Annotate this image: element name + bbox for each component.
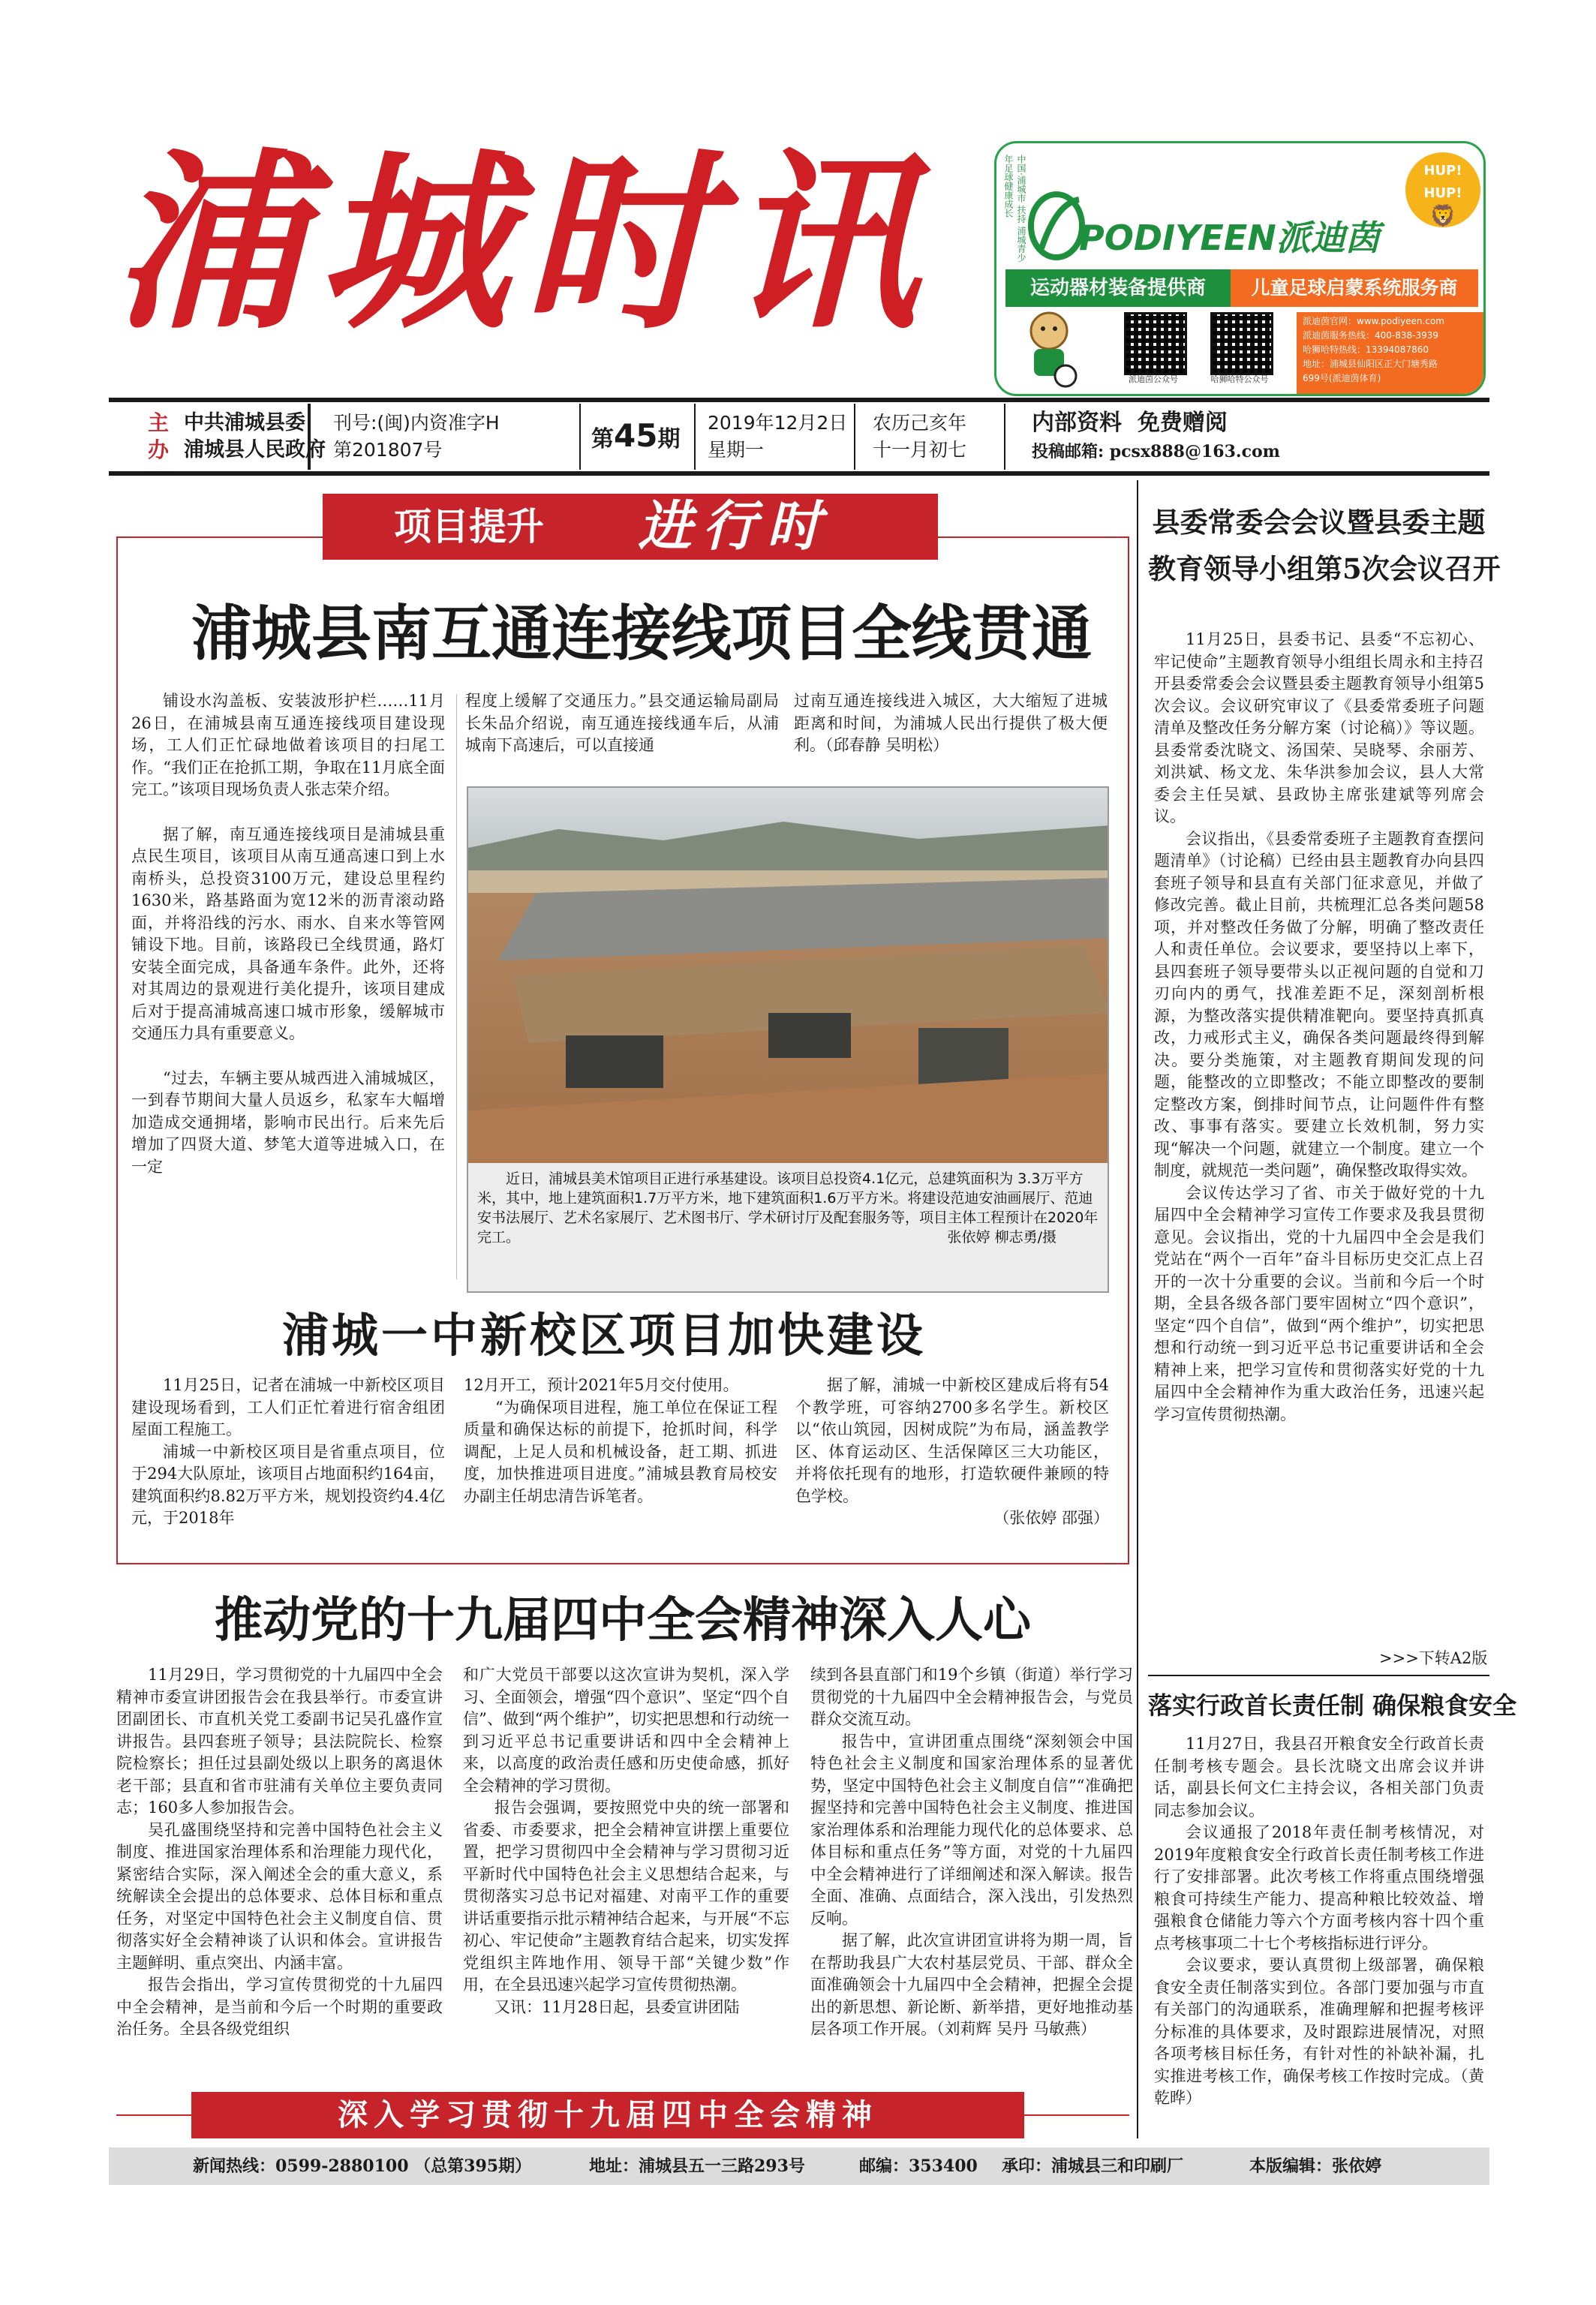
sponsor-names	[184, 410, 326, 464]
article3-headline: 推动党的十九届四中全会精神深入人心	[215, 1592, 1031, 1648]
permit-1: 刊号:(闽)内资准字H	[333, 412, 500, 434]
article2-para: 浦城一中新校区项目是省重点项目，位于294大队原址，该项目占地面积约164亩，建筑面积约8.82万平方米，规划投资约4.4亿元，于2018年	[131, 1442, 445, 1527]
sidebar2-body	[1154, 1733, 1484, 2131]
footer-banner: 深入学习贯彻十九届四中全会精神	[191, 2092, 1024, 2138]
ad-brand: PODIYEEN	[1079, 218, 1276, 258]
sidebar1-headline-1: 县委常委会会议暨县委主题	[1152, 506, 1486, 539]
hup-hup-badge	[1405, 152, 1480, 238]
free-label: 免费赠阅	[1137, 410, 1228, 436]
podiyeen-logo-icon	[1026, 188, 1087, 263]
article1-col3	[794, 690, 1108, 780]
sponsor-label-1: 主	[148, 410, 170, 435]
banner-left: 项目提升	[394, 505, 544, 548]
sidebar2-para: 会议通报了2018年责任制考核情况，对2019年度粮食安全行政首长责任制考核工作进行了安排部署。此次考核工作将重点围绕增强粮食可持续生产能力、提高种粮比较效益、增强粮食仓储能力等六个方面考核内容十四个重点考核事项二十七个考核指标进行评分。	[1154, 1823, 1484, 1952]
date-cell	[694, 404, 855, 470]
ad-equipment-tag: 运动器材装备提供商	[1005, 269, 1231, 307]
article2-para: 11月25日，记者在浦城一中新校区项目建设现场看到，工人们正忙着进行宿舍组团屋面工程施工。	[131, 1376, 445, 1438]
issue-number	[591, 417, 680, 458]
sidebar2-para: 11月27日，我县召开粮食安全行政首长责任制考核专题会。县长沈晓文出席会议并讲话，副县长何文仁主持会议，各相关部门负责同志参加会议。	[1154, 1735, 1484, 1820]
qr-code-hup	[1210, 312, 1273, 375]
sidebar-rule	[1148, 1675, 1489, 1676]
footer-editor: 本版编辑：张依婷	[1249, 2156, 1382, 2176]
ad-info-line: 哈狮哈特热线：13394087860	[1303, 344, 1429, 355]
hup-subtext: 哈特哈特	[1424, 227, 1461, 238]
article3-para: 报告会指出，学习宣传贯彻党的十九届四中全会精神，是当前和今后一个时期的重要政治任务。全县各级党组织	[116, 1976, 443, 2038]
construction-photo	[467, 786, 1109, 1293]
article3-para: 据了解，此次宣讲团宣讲将为期一周，旨在帮助我县广大农村基层党员、干部、群众全面准确领会十九届四中全会精神，把握全会提出的新思想、新论断、新举措，更好地推动基层各项工作开展。（刘莉辉 吴丹 马敏燕）	[810, 1931, 1133, 2038]
ad-vertical-text: 中国·浦城市 扶持 浦城青少年足球健康成长	[1003, 155, 1026, 263]
lunar-text	[873, 410, 966, 464]
sidebar1-para: 会议指出，《县委常委班子主题教育查摆问题清单》（讨论稿）已经由县主题教育办向县四套班子领导和县直有关部门征求意见，并做了修改完善。截止目前，共梳理汇总各类问题58项，并对整改任务做了分解，明确了整改责任人和责任单位。会议要求，要坚持以上率下，县四套班子领导要带头以正视问题的自觉和刀刃向内的勇气，找准差距不足，深刻剖析根源，为整改落实提供精准靶向。要坚持真抓真改，力戒形式主义，确保各类问题最终得到解决。要分类施策，对主题教育期间发现的问题，能整改的立即整改；不能立即整改的要制定整改方案，倒排时间节点，让问题件件有整改、事事有落实。要建立长效机制，努力实现“解决一个问题，就建立一个制度。建立一个制度，就规范一类问题”，确保整改取得实效。	[1154, 829, 1484, 1180]
footer-postcode: 邮编：353400	[859, 2156, 978, 2176]
masthead-rule-bottom	[109, 471, 1489, 476]
masthead-rule-top	[109, 398, 1489, 402]
article3-col2	[463, 1664, 789, 2084]
sidebar-divider	[1137, 480, 1138, 2138]
ad-info-line: 派迪茵服务热线：400-838-3939	[1303, 330, 1439, 341]
article1-para: 程度上缓解了交通压力。”县交通运输局副局长朱品介绍说，南互通连接线通车后，从浦城南下高速后，可以直接通	[465, 692, 779, 754]
issue-num: 45	[614, 417, 658, 454]
issue-date: 2019年12月2日	[708, 412, 848, 434]
qr-caption-1: 派迪茵公众号	[1129, 374, 1178, 384]
article3-para: 又讯：11月28日起，县委宣讲团陆	[494, 1997, 740, 2016]
sidebar2-para: 会议要求，要认真贯彻上级部署，确保粮食安全责任制落实到位。各部门要加强与市直有关部门的沟通联系，准确理解和把握考核评分标准的具体要求，及时跟踪进展情况，对照各项考核目标任务，有针对性的补缺补漏，扎实推进考核工作，确保考核工作按时完成。（黄乾晔）	[1154, 1956, 1484, 2107]
article1-para: 过南互通连接线进入城区，大大缩短了进城距离和时间，为浦城人民出行提供了极大便利。（邱春静 吴明松）	[794, 692, 1108, 754]
article3-para: 吴孔盛围绕坚持和完善中国特色社会主义制度、推进国家治理体系和治理能力现代化，紧密结合实际，深入阐述全会的重大意义，系统解读全会提出的总体要求、总体目标和重点任务，对坚定中国特色社会主义制度自信、贯彻落实好全会精神谈了认识和体会。宣讲报告主题鲜明、重点突出、内涵丰富。	[116, 1820, 443, 1972]
article3-para: 报告会强调，要按照党中央的统一部署和省委、市委要求，把全会精神宣讲摆上重要位置，把学习贯彻四中全会精神与学习贯彻习近平新时代中国特色社会主义思想结合起来，与贯彻落实习总书记对福建、对南平工作的重要讲话重要指示批示精神结合起来，与开展“不忘初心、牢记使命”主题教育结合起来，切实发挥党组织主阵地作用、领导干部“关键少数”作用，在全县迅速兴起学习宣传贯彻热潮。	[463, 1799, 789, 1994]
ad-info-line: 派迪茵官网：www.podiyeen.com	[1303, 316, 1444, 326]
caption-text: 近日，浦城县美术馆项目正进行承基建设。该项目总投资4.1亿元，总建筑面积为 3.3万平方米，其中，地上建筑面积1.7万平方米，地下建筑面积1.6万平方米。将建设范迪安油画展厅、范迪安书法展厅、艺术名家展厅、艺术图书厅、学术研讨厅及配套服务等，项目主体工程预计在2020年完工。	[477, 1171, 1099, 1246]
ad-info-line: 地址：浦城县仙阳区正大门塘秀路	[1303, 359, 1438, 369]
ad-kids-tag: 儿童足球启蒙系统服务商	[1231, 269, 1478, 307]
lunar-1: 农历己亥年	[873, 412, 967, 434]
article2-para: 据了解，浦城一中新校区建成后将有54个教学班，可容纳2700多名学生。新校区以“依山筑园，因树成院”为布局，涵盖教学区、体育运动区、生活保障区三大功能区，并将依托现有的地形，打造软硬件兼顾的特色学校。	[795, 1376, 1109, 1505]
article2-para: 12月开工，预计2021年5月交付使用。	[464, 1376, 739, 1394]
sponsor-cell	[109, 404, 326, 470]
internal-label: 内部资料	[1032, 410, 1122, 436]
sponsor-ad	[994, 141, 1486, 396]
continued-link[interactable]: >>>下转A2版	[1379, 1649, 1488, 1667]
hup-text: HUP! HUP!	[1423, 163, 1462, 201]
ad-info-line: 699号(派迪茵体育)	[1303, 373, 1381, 383]
qr-code-podiyeen	[1124, 312, 1187, 375]
issue-suffix: 期	[657, 426, 681, 452]
article2-headline: 浦城一中新校区项目加快建设	[281, 1308, 926, 1363]
article3-col1	[116, 1664, 443, 2084]
column-rule	[456, 694, 457, 1279]
banner-right: 进行时	[638, 494, 832, 557]
sponsor-2: 浦城县人民政府	[184, 438, 326, 461]
lunar-2: 十一月初七	[873, 439, 967, 461]
article2-para: “为确保项目进程，施工单位在保证工程质量和确保达标的前提下，抢抓时间，科学调配，上足人员和机械设备，赶工期、抓进度，加快推进项目进度。”浦城县教育局校安办副主任胡忠清告诉笔者。	[464, 1398, 777, 1505]
article2-col3	[795, 1375, 1109, 1555]
article3-para: 11月29日，学习贯彻党的十九届四中全会精神市委宣讲团报告会在我县举行。市委宣讲团副团长、市直机关党工委副书记吴孔盛作宣讲报告。县四套班子领导；县法院院长、检察院检察长；担任过县副处级以上职务的离退休老干部；县直和省市驻浦有关单位主要负责同志；160多人参加报告会。	[116, 1666, 443, 1817]
sidebar1-headline	[1148, 499, 1501, 592]
date-text	[708, 410, 847, 464]
masthead-title: 浦城时讯	[113, 131, 932, 356]
section-banner	[323, 494, 938, 560]
caption-credit: 张依婷 柳志勇/摄	[947, 1229, 1056, 1246]
construction-site-image	[468, 788, 1109, 1163]
sponsor-label	[148, 410, 169, 464]
sponsor-1: 中共浦城县委	[184, 411, 305, 434]
permit-2: 第201807号	[333, 439, 443, 461]
qr-caption-2: 哈狮哈特公众号	[1210, 374, 1269, 384]
issue-prefix: 第	[591, 426, 614, 452]
issue-info-bar	[109, 404, 1489, 470]
ad-info	[1303, 314, 1483, 386]
issue-number-cell	[578, 404, 696, 470]
footer-bar	[109, 2147, 1489, 2185]
sidebar1-headline-2: 教育领导小组第5次会议召开	[1148, 552, 1501, 585]
sidebar1-para: 11月25日，县委书记、县委“不忘初心、牢记使命”主题教育领导小组组长周永和主持召开县委常委会会议暨县委主题教育领导小组第5次会议。会议研究审议了《县委常委班子问题清单及整改任务分解方案（讨论稿）》等议题。县委常委沈晓文、汤国荣、吴晓琴、余丽芳、刘洪斌、杨文龙、朱华洪参加会议，县人大常委会主任吴斌、县政协主席张建斌等列席会议。	[1154, 630, 1484, 825]
footer-printer: 承印：浦城县三和印刷厂	[1002, 2156, 1184, 2176]
sponsor-label-2: 办	[148, 437, 170, 462]
sidebar1-para: 会议传达学习了省、市关于做好党的十九届四中全会精神学习宣传工作要求及我县贯彻意见。会议指出，党的十九届四中全会是我们党站在“两个一百年”奋斗目标历史交汇点上召开的一次十分重要的会议。当前和今后一个时期，全县各级各部门要牢固树立“四个意识”，坚定“四个自信”，做到“两个维护”，切实把思想和行动统一到习近平总书记重要讲话和全会精神上来，把学习宣传和贯彻落实好党的十九届四中全会精神作为重大政治任务，迅速兴起学习宣传贯彻热潮。	[1154, 1183, 1484, 1423]
submission-email: 投稿邮箱: pcsx888@163.com	[1032, 442, 1280, 461]
permit-cell	[309, 404, 581, 470]
sidebar1-body	[1154, 629, 1484, 1668]
article2-byline: （张依婷 邵强）	[993, 1509, 1109, 1527]
sidebar2-headline: 落实行政首长责任制 确保粮食安全	[1148, 1691, 1517, 1720]
article1-para: “过去，车辆主要从城西进入浦城城区，一到春节期间大量人员返乡，私家车大幅增加造成交通拥堵，影响市民出行。后来先后增加了四贤大道、梦笔大道等进城入口，在一定	[131, 1068, 445, 1176]
ad-brand-cn: 派迪茵	[1276, 218, 1380, 258]
article2-col2	[464, 1375, 777, 1555]
article1-para: 据了解，南互通连接线项目是浦城县重点民生项目，该项目从南互通高速口到上水南桥头，总投资3100万元，建设总里程约1630米，路基路面为宽12米的沥青滚动路面，并将沿线的污水、雨水、自来水等管网铺设下地。目前，该路段已全线贯通，路灯安装全面完成，具备通车条件。此外，还将对其周边的景观进行美化提升，该项目建成后对于提高浦城高速口城市形象，缓解城市交通压力具有重要意义。	[131, 825, 445, 1042]
article3-para: 和广大党员干部要以这次宣讲为契机，深入学习、全面领会，增强“四个意识”、坚定“四个自信”、做到“两个维护”，切实把思想和行动统一到习近平总书记重要讲话和四中全会精神上来，以高度的政治责任感和历史使命感，抓好全会精神的学习贯彻。	[463, 1666, 789, 1795]
article1-para: 铺设水沟盖板、安装波形护栏……11月26日，在浦城县南互通连接线项目建设现场，工人们正忙碌地做着该项目的扫尾工作。“我们正在抢抓工期，争取在11月底全面完工。”该项目现场负责人张志荣介绍。	[131, 692, 445, 798]
photo-caption	[477, 1169, 1102, 1247]
article3-para: 续到各县直部门和19个乡镇（街道）举行学习贯彻党的十九届四中全会精神报告会，与党员群众交流互动。	[810, 1666, 1133, 1728]
article1-headline: 浦城县南互通连接线项目全线贯通	[191, 599, 1092, 669]
mascot-soccer-icon	[1019, 308, 1079, 391]
article3-para: 报告中，宣讲团重点围绕“深刻领会中国特色社会主义制度和国家治理体系的显著优势，坚定中国特色社会主义制度自信”“准确把握坚持和完善中国特色社会主义制度、推进国家治理体系和治理能力现代化的总体要求、总体目标和重点任务”等方面，对党的十九届四中全会精神进行了详细阐述和深入解读。报告全面、准确、点面结合，深入浅出，引发热烈反响。	[810, 1732, 1133, 1928]
lion-icon: 🦁	[1429, 203, 1456, 228]
permit-text	[333, 410, 500, 464]
footer-hotline: 新闻热线：0599-2880100 （总第395期）	[193, 2156, 532, 2176]
article3-col3	[810, 1664, 1133, 2084]
lunar-cell	[854, 404, 1005, 470]
footer-address: 地址：浦城县五一三路293号	[589, 2156, 805, 2176]
article1-col2	[465, 690, 779, 780]
article2-col1	[131, 1375, 445, 1555]
issue-weekday: 星期一	[708, 439, 765, 461]
internal-free-text	[1032, 408, 1228, 438]
